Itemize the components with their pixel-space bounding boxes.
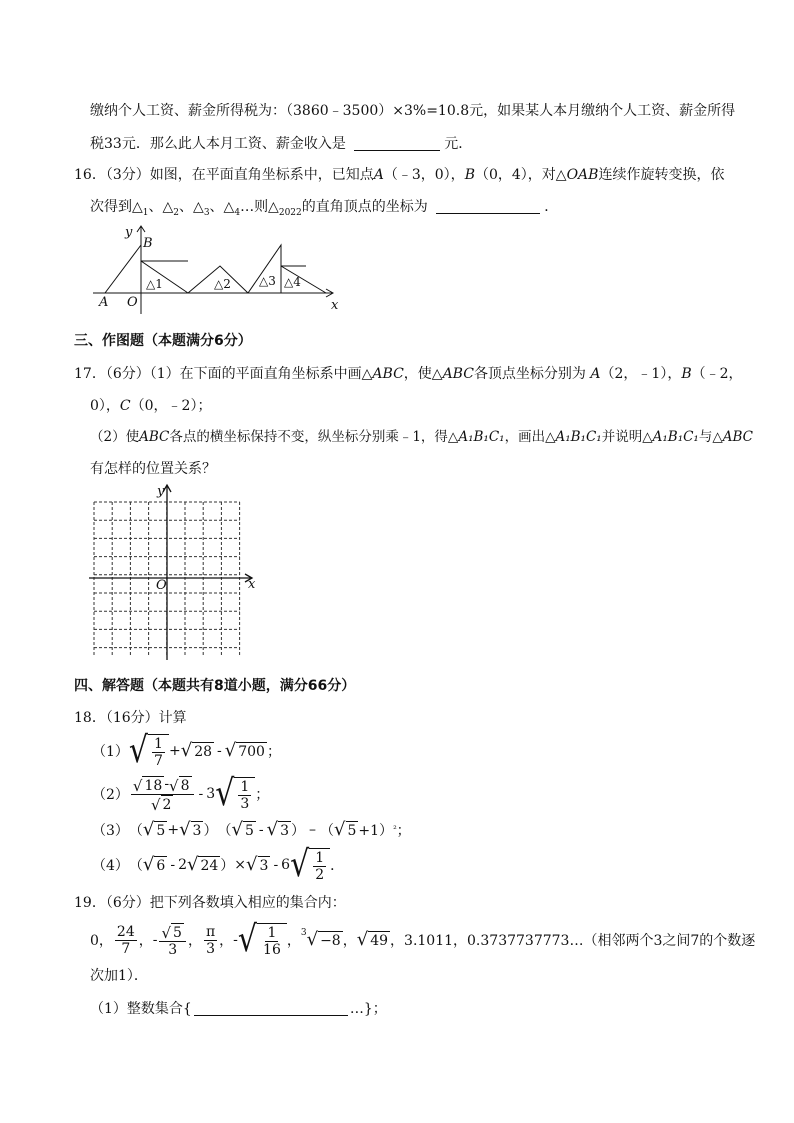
q17-abc-4: ABC	[722, 429, 753, 445]
q19-line2: 次加1）．	[90, 968, 148, 984]
q17-point-c-val: （0，﹣2）；	[130, 398, 212, 414]
q16-l2-g: ．	[544, 199, 559, 215]
q17-p2-d: 并说明△	[601, 429, 653, 445]
cbrt-index: 3	[300, 928, 307, 938]
q16-sub2: 2	[173, 207, 180, 218]
plus-one: +1）	[358, 823, 394, 839]
q19-set1	[90, 999, 387, 1019]
q17-point-b-val: （﹣2，	[691, 366, 743, 382]
q17-a1b1c1-3: A₁B₁C₁	[652, 429, 699, 445]
frac-den: 2	[315, 866, 325, 883]
frac-sqrt5-3: √ 5 3	[159, 923, 185, 958]
cbrt-neg8: √ −8	[306, 929, 341, 950]
grid-x-label: x	[248, 577, 256, 592]
fig-t2-label: △2	[214, 277, 231, 291]
cbrt-val: −8	[320, 933, 341, 949]
q16-l2-e: …则△	[240, 199, 279, 215]
sqrt-28-val: 28	[194, 744, 213, 760]
q17-point-a-val: （2，﹣1），	[600, 366, 682, 382]
q17-a1b1c1-2: A₁B₁C₁	[555, 429, 602, 445]
sqrt-3: 3	[192, 823, 202, 839]
fig-a-label: A	[99, 295, 109, 310]
q16-sub1: 1	[142, 207, 149, 218]
fig-t3-label: △3	[259, 274, 276, 288]
grid-o-label: O	[156, 578, 167, 593]
sqrt-700: √ 700	[224, 740, 265, 761]
grid-y-label: y	[157, 484, 165, 499]
answer-blank[interactable]	[354, 136, 440, 151]
q18-part3: （3） （ √ 5 + √ 3 ） （ √ 5 - √ 3 ） – （ √ 5 +1） ² ；	[92, 819, 411, 840]
q17-point-c: C	[119, 398, 131, 414]
set1-open: （1）整数集合{	[90, 1001, 192, 1017]
q19-numbers: 0， $\frac{24}{7}$ ， - √ 5 3 ， $\frac{\pi}{3}$ ， - √ $\frac{1}{16}$ ， 3 √ −8 ， √ 49 ，3.1011，0.3737737773…（相邻两个3之间7的个数逐	[90, 917, 756, 960]
sqrt-24: 24	[200, 858, 219, 874]
q17-abc-2: ABC	[442, 366, 474, 382]
q18-part2: （2） √ 18 - √ 8 √ 2 - 3 √ $\frac{1}{3}$ ；	[92, 771, 270, 814]
sqrt-1-16: √ $\frac{1}{16}$	[238, 923, 287, 958]
frac-den: 16	[263, 941, 281, 958]
q16-sub4: 4	[234, 207, 241, 218]
q16-rest: 连续作旋转变换，依	[598, 167, 725, 183]
q17-line2	[90, 396, 211, 416]
sqrt-6: 6	[156, 858, 166, 874]
q16-rotation-figure	[88, 222, 348, 314]
q17-abc-3: ABC	[139, 429, 170, 445]
sqrt-49-val: 49	[370, 933, 389, 949]
num-zero: 0，	[90, 933, 113, 949]
fig-y-label: y	[125, 225, 133, 240]
frac-sqrt18-sqrt8-over-sqrt2: √ 18 - √ 8 √ 2	[131, 776, 194, 813]
q17-p2-c: ，画出△	[504, 429, 556, 445]
triangle-oab-label: OAB	[566, 167, 599, 183]
q15-text-line2-a: 税33元．那么此人本月工资、薪金收入是	[90, 136, 346, 152]
sqrt-5: 5	[156, 823, 166, 839]
q15-text-line1: 缴纳个人工资、薪金所得税为：（3860﹣3500）×3%=10.8元，如果某人本月缴纳个人工资、薪金所得	[90, 103, 736, 119]
sqrt-5: 5	[173, 924, 182, 941]
q18-p3-label: （3）	[92, 823, 129, 839]
frac-24-7	[115, 924, 137, 957]
sqrt-3: 3	[259, 858, 269, 874]
q16-line1	[74, 165, 724, 185]
q17-abc-1: ABC	[372, 366, 404, 382]
q17-line4: 有怎样的位置关系？	[90, 461, 216, 477]
sqrt-700-val: 700	[238, 744, 265, 760]
q17-l1-b: ，使△	[403, 366, 443, 382]
q16-line2	[90, 197, 558, 223]
frac-den: 7	[154, 752, 163, 769]
q18-p2-label: （2）	[92, 787, 129, 803]
sqrt-1-7: √ $\frac{1}{7}$	[129, 734, 169, 769]
q16-sub3: 3	[203, 207, 210, 218]
q17-l2-a: 0），	[90, 398, 120, 414]
q15-text-line2	[90, 134, 472, 154]
fig-t4-label: △4	[284, 275, 301, 289]
sqrt-49: √ 49	[356, 929, 389, 950]
q18-p1-label: （1）	[92, 744, 129, 760]
semi: ；	[266, 744, 281, 760]
semi: ；	[255, 787, 270, 803]
frac-num: π	[205, 923, 216, 940]
q17-l1-a: 17．（6分）（1）在下面的平面直角坐标系中画△	[74, 366, 373, 382]
coef-6: 6	[281, 857, 291, 873]
sqrt-2: 2	[162, 796, 172, 813]
q17-a1b1c1-1: A₁B₁C₁	[458, 429, 505, 445]
q18-head: 18．（16分）计算	[74, 710, 187, 726]
frac-num: 1	[154, 735, 163, 752]
q16-sub2022: 2022	[278, 207, 302, 218]
q17-line3	[90, 427, 753, 447]
square: ²	[393, 825, 397, 835]
frac-num: 1	[240, 778, 250, 795]
point-a-value: （﹣3，0），	[383, 167, 465, 183]
frac-num: 1	[315, 849, 325, 866]
q18-part1: （1） √ $\frac{1}{7}$ + √ 28 - √ 700 ；	[92, 728, 281, 771]
set1-close: …}；	[349, 1001, 387, 1017]
frac-den: 3	[206, 940, 216, 957]
q17-point-b: B	[681, 366, 692, 382]
q15-text-line2-b: 元．	[444, 136, 473, 152]
q17-p2-b: 各点的横坐标保持不变，纵坐标分别乘﹣1，得△	[169, 429, 459, 445]
semi: ；	[396, 823, 411, 839]
point-b-label: B	[464, 167, 475, 183]
sqrt-28: √ 28	[180, 740, 213, 761]
point-a-label: A	[373, 167, 384, 183]
q16-intro: 16．（3分）如图，在平面直角坐标系中，已知点	[74, 167, 374, 183]
q16-l2-d: 、△	[209, 199, 235, 215]
answer-blank[interactable]	[436, 199, 540, 214]
frac-pi-3	[204, 924, 217, 957]
fig-o-label: O	[127, 295, 138, 310]
section-3-title: 三、作图题（本题满分6分）	[74, 333, 252, 349]
coef-3: 3	[206, 786, 216, 802]
sqrt-1-3: √ $\frac{1}{3}$	[215, 777, 255, 812]
q18-p4-label: （4）	[92, 858, 129, 874]
frac-den: 7	[121, 940, 131, 957]
q16-l2-a: 次得到△	[90, 199, 143, 215]
q19-head: 19．（6分）把下列各数填入相应的集合内：	[74, 895, 346, 911]
sqrt-8: 8	[180, 777, 190, 794]
point-b-value: （0，4），对△	[474, 167, 567, 183]
sqrt-18: 18	[144, 777, 163, 794]
segment-ab	[105, 245, 141, 293]
q17-p2-e: 与△	[698, 429, 723, 445]
period: ．	[330, 858, 345, 874]
fig-x-label: x	[331, 298, 339, 313]
answer-blank[interactable]	[194, 1001, 348, 1016]
q16-l2-f: 的直角顶点的坐标为	[301, 199, 428, 215]
fig-t1-label: △1	[146, 277, 163, 291]
section-4-title: 四、解答题（本题共有8道小题，满分66分）	[74, 678, 356, 694]
coordinate-grid[interactable]	[86, 482, 266, 662]
q17-point-a: A	[590, 366, 601, 382]
q18-part4: （4） （ √ 6 - 2 √ 24 ） × √ 3 - 6 √ $\frac{1}{2}$ ．	[92, 842, 345, 885]
sqrt-5: 5	[347, 823, 357, 839]
q16-l2-b: 、△	[148, 199, 174, 215]
frac-num: 24	[116, 923, 135, 940]
q17-p2-a: （2）使	[90, 429, 140, 445]
sqrt-3: 3	[280, 823, 290, 839]
sqrt-1-2: √ $\frac{1}{2}$	[290, 848, 330, 883]
q16-l2-c: 、△	[179, 199, 204, 215]
q17-l1-c: 各顶点坐标分别为	[473, 366, 586, 382]
q17-line1	[74, 364, 743, 384]
q19-tail: ，3.1011，0.3737737773…（相邻两个3之间7的个数逐	[390, 933, 756, 949]
frac-den: 3	[168, 941, 178, 958]
frac-num: 1	[267, 924, 277, 941]
frac-den: 3	[240, 795, 250, 812]
sqrt-5: 5	[244, 823, 254, 839]
fig-b-label: B	[143, 236, 153, 251]
